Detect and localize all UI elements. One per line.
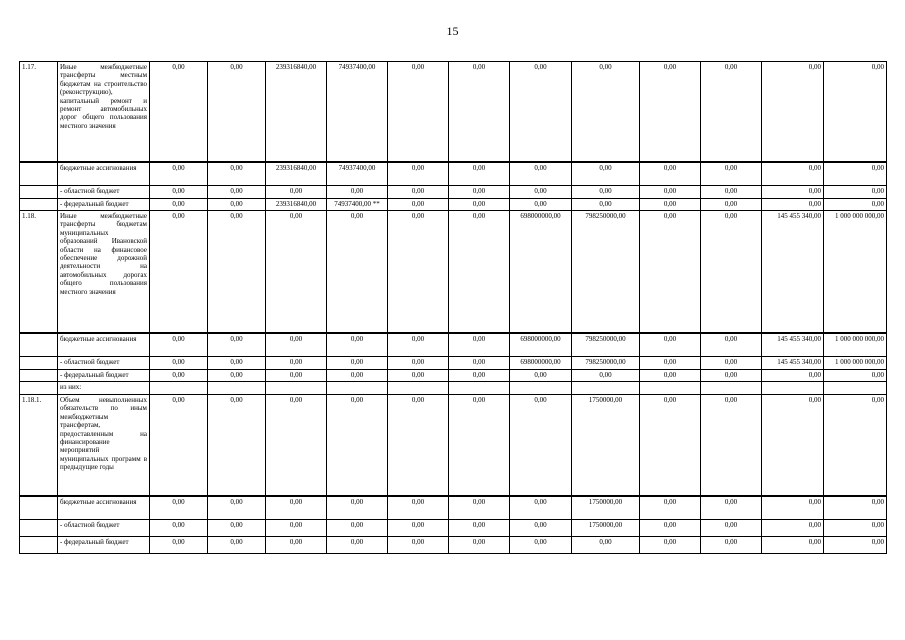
table-row (20, 382, 887, 395)
value-cell: 0,00 (266, 537, 327, 554)
value-cell: 0,00 (266, 186, 327, 199)
value-cell: 0,00 (640, 62, 701, 162)
table-row (20, 395, 887, 496)
value-cell: 0,00 (208, 199, 266, 211)
value-cell: 0,00 (824, 496, 887, 520)
value-cell: 145 455 340,00 (762, 357, 824, 370)
value-cell: 0,00 (388, 62, 449, 162)
value-cell: 0,00 (388, 537, 449, 554)
value-cell: 0,00 (449, 211, 510, 333)
budget-table (19, 61, 887, 554)
value-cell (266, 382, 327, 395)
row-code (20, 537, 58, 554)
value-cell: 0,00 (824, 395, 887, 496)
value-cell: 0,00 (824, 186, 887, 199)
row-description: Объем невыполненных обязательств по иным межбюджетным трансфертам, предоставленным на финансирование мероприятий муниципальных программ в предыдущие годы (58, 395, 150, 496)
table-row (20, 537, 887, 554)
value-cell: 0,00 (510, 186, 572, 199)
value-cell: 0,00 (150, 370, 208, 382)
value-cell: 0,00 (327, 496, 388, 520)
value-cell: 0,00 (762, 496, 824, 520)
value-cell: 0,00 (762, 370, 824, 382)
value-cell: 0,00 (150, 62, 208, 162)
value-cell: 0,00 (572, 370, 640, 382)
value-cell: 1750000,00 (572, 395, 640, 496)
value-cell: 0,00 (388, 162, 449, 186)
value-cell: 0,00 (449, 199, 510, 211)
value-cell: 0,00 (208, 211, 266, 333)
value-cell: 0,00 (208, 62, 266, 162)
value-cell: 0,00 (208, 162, 266, 186)
row-code (20, 357, 58, 370)
value-cell: 0,00 (150, 333, 208, 357)
value-cell: 0,00 (701, 162, 762, 186)
value-cell: 0,00 (449, 333, 510, 357)
row-description: из них: (58, 382, 150, 395)
value-cell: 0,00 (150, 496, 208, 520)
value-cell: 0,00 (640, 395, 701, 496)
value-cell: 0,00 (327, 333, 388, 357)
value-cell: 698000000,00 (510, 357, 572, 370)
row-code (20, 199, 58, 211)
row-code: 1.18.1. (20, 395, 58, 496)
value-cell: 0,00 (150, 357, 208, 370)
value-cell: 0,00 (449, 537, 510, 554)
value-cell: 0,00 (640, 211, 701, 333)
value-cell: 0,00 (510, 496, 572, 520)
value-cell: 1 000 000 000,00 (824, 211, 887, 333)
row-description: - областной бюджет (58, 186, 150, 199)
value-cell: 0,00 (208, 370, 266, 382)
value-cell: 239316840,00 (266, 199, 327, 211)
value-cell: 0,00 (388, 357, 449, 370)
value-cell: 74937400,00 ** (327, 199, 388, 211)
value-cell: 0,00 (824, 537, 887, 554)
value-cell: 0,00 (327, 357, 388, 370)
value-cell (640, 382, 701, 395)
value-cell: 0,00 (640, 186, 701, 199)
table-row (20, 211, 887, 333)
table-row (20, 62, 887, 162)
table-row (20, 520, 887, 537)
value-cell: 1 000 000 000,00 (824, 333, 887, 357)
row-code (20, 382, 58, 395)
value-cell: 0,00 (762, 162, 824, 186)
value-cell: 0,00 (388, 496, 449, 520)
value-cell: 0,00 (701, 186, 762, 199)
value-cell: 0,00 (327, 186, 388, 199)
value-cell: 0,00 (510, 370, 572, 382)
value-cell: 0,00 (701, 537, 762, 554)
value-cell: 0,00 (327, 520, 388, 537)
value-cell: 0,00 (510, 395, 572, 496)
value-cell: 0,00 (208, 520, 266, 537)
value-cell: 0,00 (449, 496, 510, 520)
value-cell: 0,00 (449, 520, 510, 537)
value-cell: 0,00 (701, 199, 762, 211)
value-cell: 798250000,00 (572, 333, 640, 357)
value-cell: 798250000,00 (572, 211, 640, 333)
value-cell: 698000000,00 (510, 333, 572, 357)
value-cell: 0,00 (266, 395, 327, 496)
value-cell: 239316840,00 (266, 62, 327, 162)
value-cell: 0,00 (449, 186, 510, 199)
value-cell: 0,00 (388, 520, 449, 537)
value-cell: 0,00 (266, 333, 327, 357)
value-cell: 0,00 (824, 62, 887, 162)
row-description: бюджетные ассигнования (58, 333, 150, 357)
row-description: - федеральный бюджет (58, 370, 150, 382)
row-code (20, 333, 58, 357)
value-cell: 0,00 (388, 186, 449, 199)
table-row (20, 357, 887, 370)
value-cell: 0,00 (266, 211, 327, 333)
value-cell: 0,00 (510, 62, 572, 162)
value-cell: 74937400,00 (327, 62, 388, 162)
value-cell: 0,00 (572, 537, 640, 554)
value-cell (449, 382, 510, 395)
table-row (20, 333, 887, 357)
value-cell: 145 455 340,00 (762, 211, 824, 333)
row-code: 1.18. (20, 211, 58, 333)
row-code (20, 162, 58, 186)
value-cell: 0,00 (762, 520, 824, 537)
value-cell: 74937400,00 (327, 162, 388, 186)
value-cell: 0,00 (762, 199, 824, 211)
value-cell: 0,00 (824, 162, 887, 186)
value-cell: 0,00 (510, 162, 572, 186)
value-cell: 0,00 (762, 62, 824, 162)
value-cell: 0,00 (701, 496, 762, 520)
value-cell: 0,00 (150, 199, 208, 211)
value-cell: 0,00 (208, 333, 266, 357)
value-cell: 0,00 (449, 162, 510, 186)
value-cell: 0,00 (762, 537, 824, 554)
row-description: - областной бюджет (58, 520, 150, 537)
value-cell: 0,00 (640, 537, 701, 554)
value-cell: 0,00 (701, 62, 762, 162)
value-cell: 0,00 (701, 395, 762, 496)
row-description: - федеральный бюджет (58, 537, 150, 554)
value-cell: 0,00 (510, 537, 572, 554)
value-cell: 0,00 (701, 211, 762, 333)
row-code (20, 520, 58, 537)
value-cell: 0,00 (150, 186, 208, 199)
value-cell (388, 382, 449, 395)
value-cell: 0,00 (449, 395, 510, 496)
value-cell (327, 382, 388, 395)
value-cell: 0,00 (701, 370, 762, 382)
table-row (20, 496, 887, 520)
value-cell: 145 455 340,00 (762, 333, 824, 357)
value-cell: 0,00 (208, 357, 266, 370)
value-cell: 0,00 (824, 370, 887, 382)
value-cell: 0,00 (572, 162, 640, 186)
value-cell (208, 382, 266, 395)
value-cell: 0,00 (762, 395, 824, 496)
value-cell: 0,00 (266, 357, 327, 370)
row-description: бюджетные ассигнования (58, 496, 150, 520)
value-cell (572, 382, 640, 395)
value-cell: 0,00 (640, 520, 701, 537)
value-cell: 698000000,00 (510, 211, 572, 333)
value-cell: 0,00 (327, 211, 388, 333)
value-cell: 1750000,00 (572, 520, 640, 537)
value-cell: 0,00 (150, 162, 208, 186)
value-cell (150, 382, 208, 395)
value-cell: 0,00 (640, 370, 701, 382)
table-row (20, 162, 887, 186)
row-description: бюджетные ассигнования (58, 162, 150, 186)
value-cell: 0,00 (150, 520, 208, 537)
value-cell: 0,00 (150, 395, 208, 496)
value-cell: 0,00 (449, 62, 510, 162)
value-cell: 0,00 (388, 199, 449, 211)
value-cell: 0,00 (208, 496, 266, 520)
value-cell: 0,00 (701, 520, 762, 537)
value-cell: 0,00 (701, 333, 762, 357)
row-description: Иные межбюджетные трансферты бюджетам муниципальных образований Ивановской области на финансовое обеспечение дорожной деятельности на автомобильных дорогах общего пользования местного значения (58, 211, 150, 333)
value-cell: 0,00 (572, 186, 640, 199)
value-cell: 0,00 (327, 537, 388, 554)
value-cell: 798250000,00 (572, 357, 640, 370)
table-body (20, 62, 887, 554)
value-cell: 0,00 (208, 186, 266, 199)
row-code (20, 496, 58, 520)
value-cell: 0,00 (388, 333, 449, 357)
value-cell: 0,00 (572, 199, 640, 211)
row-description: - федеральный бюджет (58, 199, 150, 211)
row-description: - областной бюджет (58, 357, 150, 370)
value-cell: 0,00 (640, 162, 701, 186)
value-cell: 0,00 (327, 370, 388, 382)
value-cell: 0,00 (824, 199, 887, 211)
value-cell: 239316840,00 (266, 162, 327, 186)
row-code: 1.17. (20, 62, 58, 162)
value-cell: 0,00 (640, 496, 701, 520)
value-cell: 0,00 (572, 62, 640, 162)
table-row (20, 186, 887, 199)
row-code (20, 186, 58, 199)
value-cell: 1 000 000 000,00 (824, 357, 887, 370)
value-cell: 0,00 (640, 199, 701, 211)
value-cell: 0,00 (208, 395, 266, 496)
value-cell: 0,00 (266, 370, 327, 382)
value-cell: 0,00 (640, 357, 701, 370)
value-cell: 0,00 (208, 537, 266, 554)
value-cell: 0,00 (449, 357, 510, 370)
value-cell: 0,00 (150, 211, 208, 333)
value-cell: 0,00 (266, 520, 327, 537)
row-code (20, 370, 58, 382)
value-cell: 0,00 (701, 357, 762, 370)
value-cell: 0,00 (327, 395, 388, 496)
value-cell: 0,00 (266, 496, 327, 520)
value-cell: 0,00 (824, 520, 887, 537)
row-description: Иные межбюджетные трансферты местным бюджетам на строительство (реконструкцию), капитальный ремонт и ремонт автомобильных дорог общего пользования местного значения (58, 62, 150, 162)
value-cell (824, 382, 887, 395)
value-cell: 0,00 (388, 395, 449, 496)
value-cell: 0,00 (150, 537, 208, 554)
value-cell (762, 382, 824, 395)
page-number: 15 (446, 24, 459, 38)
value-cell: 1750000,00 (572, 496, 640, 520)
table-row (20, 199, 887, 211)
value-cell: 0,00 (449, 370, 510, 382)
value-cell (701, 382, 762, 395)
value-cell: 0,00 (762, 186, 824, 199)
table-row (20, 370, 887, 382)
value-cell: 0,00 (510, 199, 572, 211)
value-cell (510, 382, 572, 395)
value-cell: 0,00 (640, 333, 701, 357)
value-cell: 0,00 (510, 520, 572, 537)
value-cell: 0,00 (388, 370, 449, 382)
value-cell: 0,00 (388, 211, 449, 333)
